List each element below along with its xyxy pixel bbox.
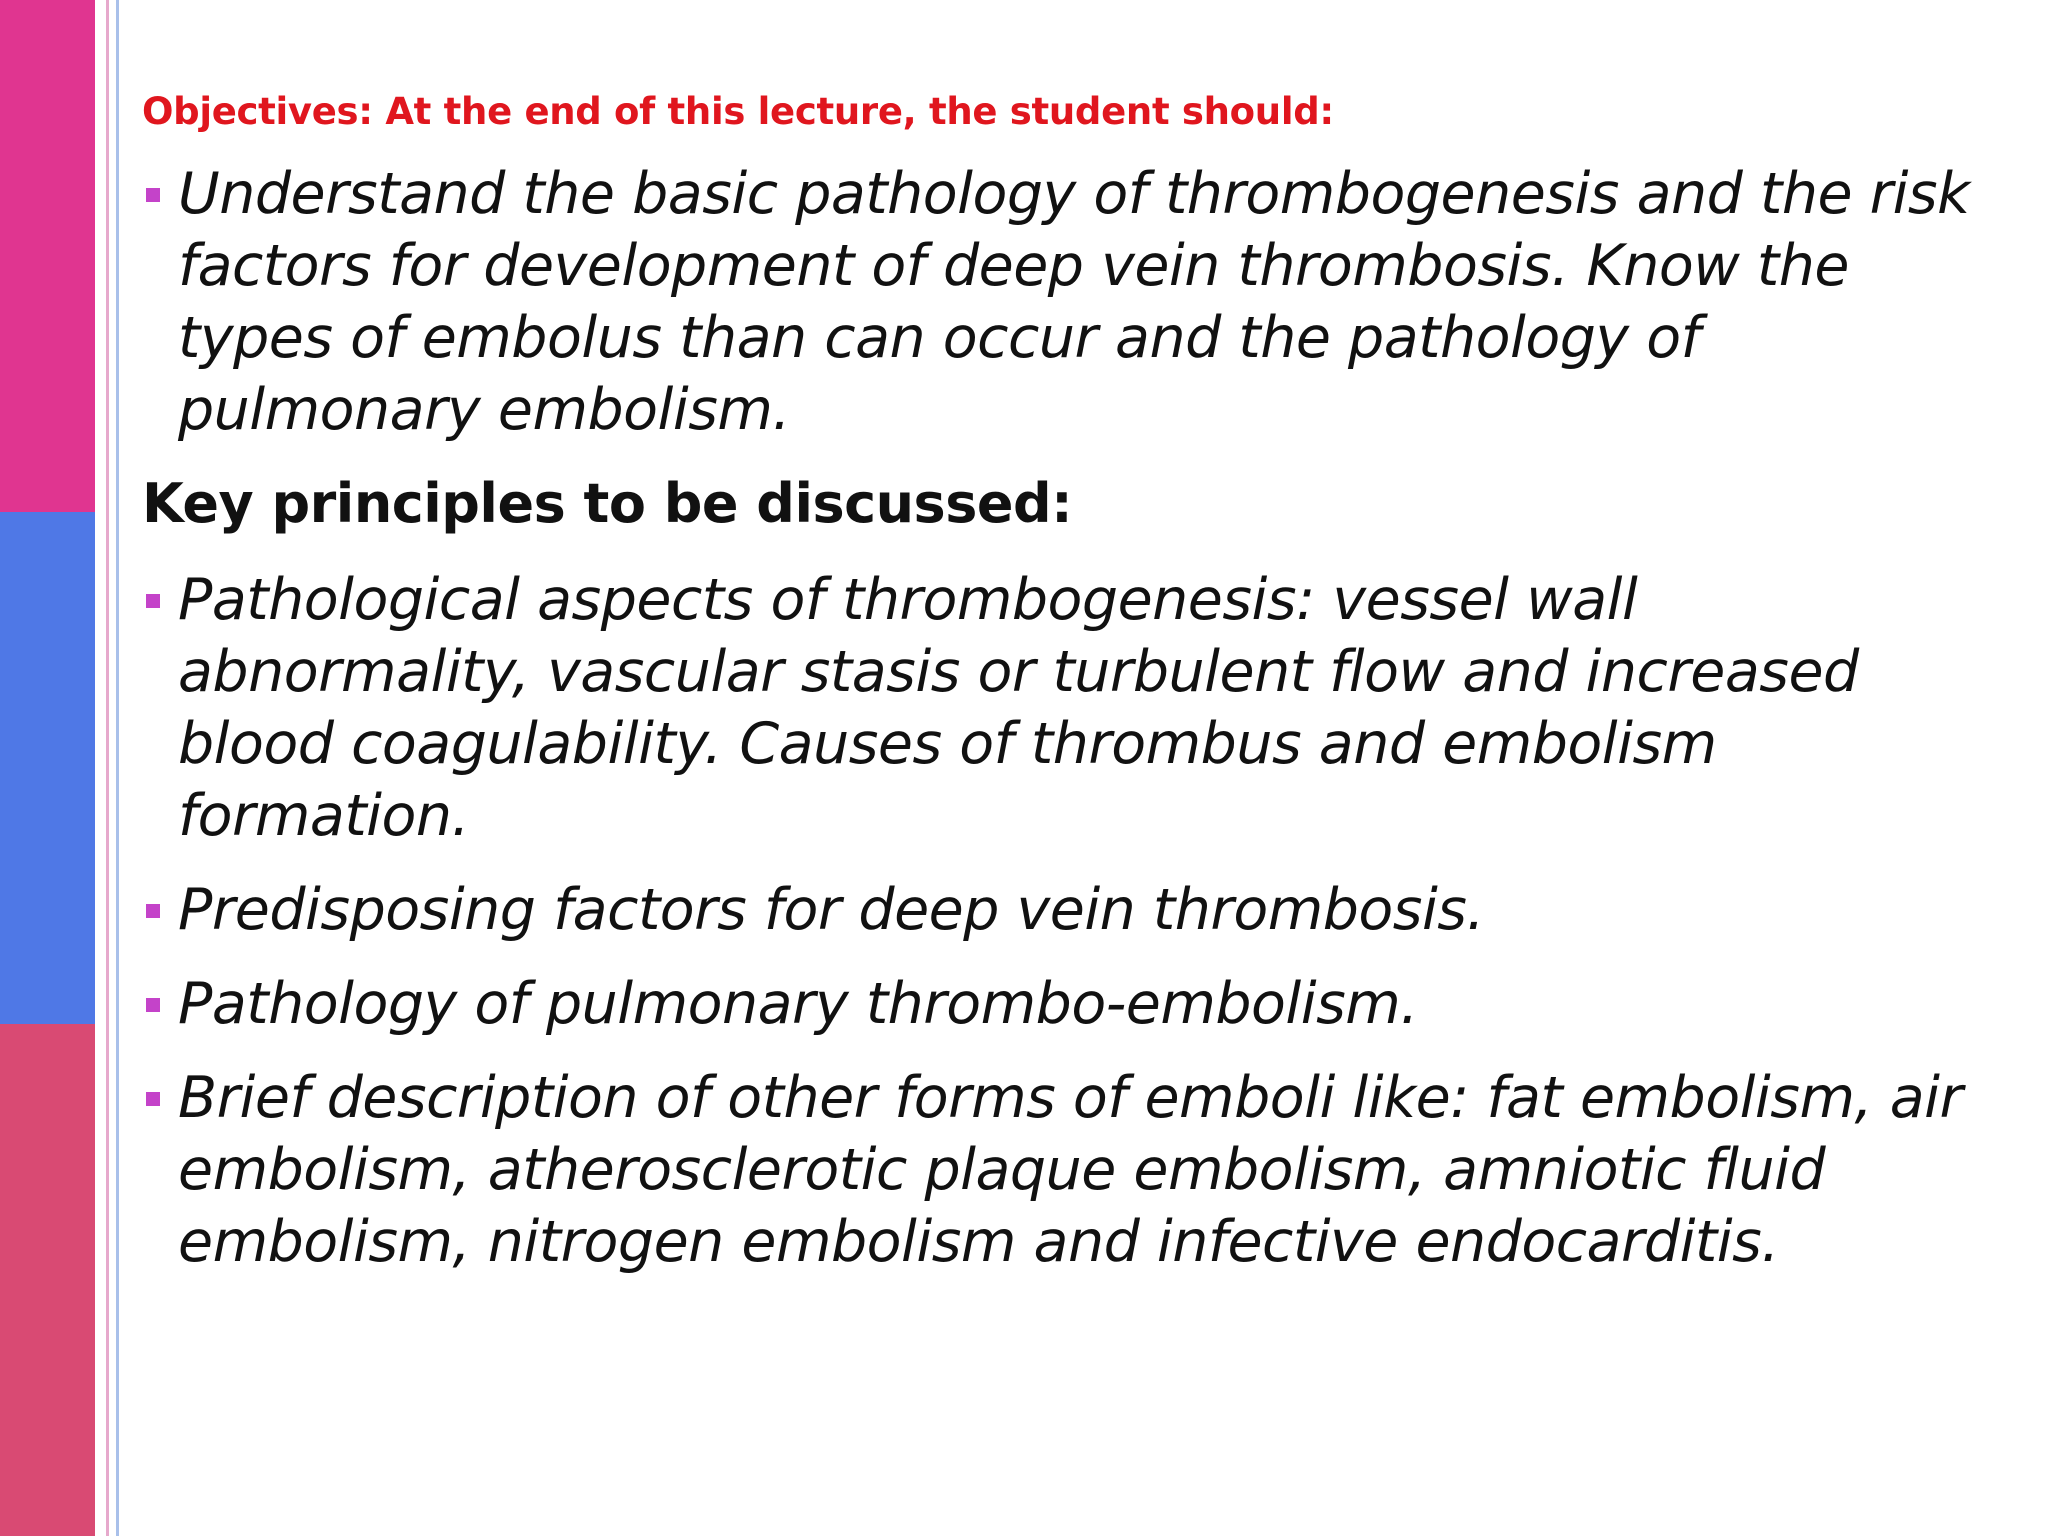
decorative-line-right: [116, 0, 119, 1536]
principle-text: Pathology of pulmonary thrombo-embolism.: [178, 971, 1418, 1037]
key-principles-list: [142, 564, 2002, 1278]
square-bullet-icon: [146, 594, 160, 608]
objective-text: Understand the basic pathology of thrombogenesis and the risk factors for development of deep vein thrombosis. Know the types of embolus than can occur and the pathology of pulmonary embolism.: [178, 161, 1970, 443]
square-bullet-icon: [146, 188, 160, 202]
principle-item: [142, 1062, 2002, 1278]
objectives-list: [142, 158, 2002, 446]
principle-text: Pathological aspects of thrombogenesis: vessel wall abnormality, vascular stasis or turbulent flow and increased blood coagulability. Causes of thrombus and embolism formation.: [178, 567, 1859, 849]
square-bullet-icon: [146, 904, 160, 918]
slide-content: [142, 82, 2002, 1300]
principle-item: [142, 968, 2002, 1040]
decorative-band-top: [0, 0, 95, 512]
decorative-band-bottom: [0, 1024, 95, 1536]
key-principles-heading: Key principles to be discussed:: [142, 472, 1073, 535]
square-bullet-icon: [146, 998, 160, 1012]
objectives-heading: Objectives: At the end of this lecture, the student should:: [142, 90, 1334, 133]
decorative-band-middle: [0, 512, 95, 1024]
principle-text: Brief description of other forms of emboli like: fat embolism, air embolism, atherosclerotic plaque embolism, amniotic fluid embolism, nitrogen embolism and infective endocarditis.: [178, 1065, 1963, 1275]
square-bullet-icon: [146, 1092, 160, 1106]
decorative-line-left: [106, 0, 109, 1536]
principle-item: [142, 874, 2002, 946]
principle-item: [142, 564, 2002, 852]
objective-item: [142, 158, 2002, 446]
principle-text: Predisposing factors for deep vein thrombosis.: [178, 877, 1485, 943]
